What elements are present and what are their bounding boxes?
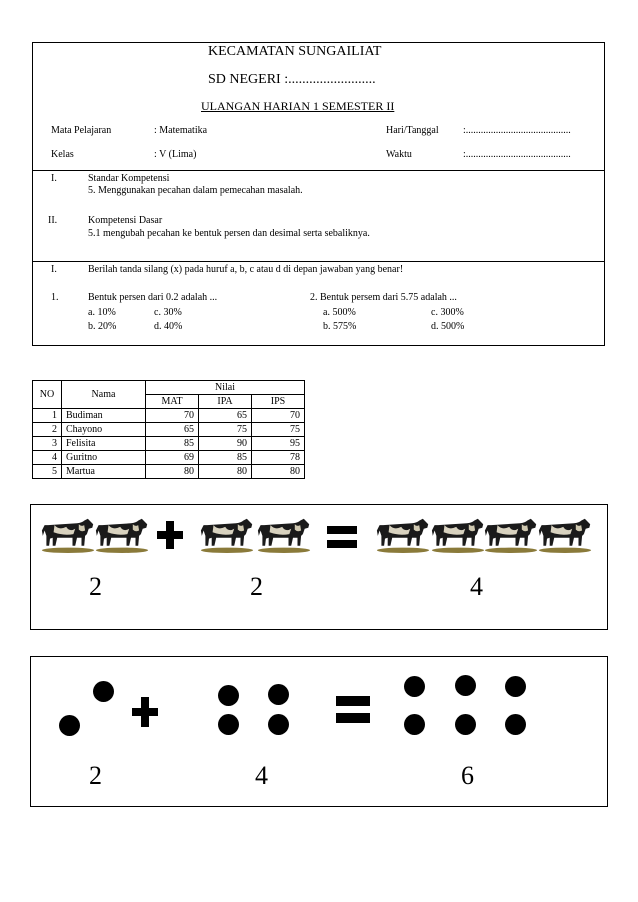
cell-ipa: 85: [199, 451, 252, 465]
subject-value: : Matematika: [154, 125, 208, 136]
cell-ipa: 90: [199, 437, 252, 451]
cell-no: 5: [33, 465, 62, 479]
cell-mat: 85: [146, 437, 199, 451]
dot-icon: [59, 715, 80, 736]
cell-name: Martua: [62, 465, 146, 479]
cell-mat: 65: [146, 423, 199, 437]
cow-icon: [41, 515, 95, 555]
exam-header-box: [32, 42, 605, 346]
col-header-mat: MAT: [146, 395, 199, 409]
equals-icon: [327, 526, 357, 548]
dot-icon: [505, 676, 526, 697]
cow-count-left: 2: [89, 572, 102, 601]
dot-icon: [455, 675, 476, 696]
table-row: [33, 437, 305, 451]
cow-icon: [257, 515, 311, 555]
cow-icon: [376, 515, 430, 555]
cow-icon: [538, 515, 592, 555]
cell-name: Guritno: [62, 451, 146, 465]
plus-icon: [132, 697, 158, 727]
dot-icon: [268, 684, 289, 705]
kd-number: II.: [48, 215, 58, 226]
kd-title: Kompetensi Dasar: [88, 215, 163, 226]
question-1-option-a[interactable]: a. 10%: [88, 307, 116, 318]
col-header-ips: IPS: [252, 395, 305, 409]
cell-no: 2: [33, 423, 62, 437]
table-row: [33, 465, 305, 479]
question-1-option-b[interactable]: b. 20%: [88, 321, 117, 332]
dot-count-right: 6: [461, 761, 474, 790]
date-label: Hari/Tanggal: [386, 125, 439, 136]
cow-icon: [484, 515, 538, 555]
table-row: [33, 451, 305, 465]
dot-icon: [404, 714, 425, 735]
col-header-group: Nilai: [146, 381, 305, 395]
kd-text: 5.1 mengubah pecahan ke bentuk persen dan desimal serta sebaliknya.: [88, 228, 370, 239]
exam-title: ULANGAN HARIAN 1 SEMESTER II: [201, 99, 395, 113]
question-1-option-d[interactable]: d. 40%: [154, 321, 183, 332]
cell-ips: 80: [252, 465, 305, 479]
cow-count-middle: 2: [250, 572, 263, 601]
cow-icon: [431, 515, 485, 555]
cell-name: Felisita: [62, 437, 146, 451]
cell-name: Chayono: [62, 423, 146, 437]
cell-ips: 78: [252, 451, 305, 465]
dot-icon: [455, 714, 476, 735]
sk-text: 5. Menggunakan pecahan dalam pemecahan masalah.: [88, 185, 303, 196]
question-2-option-b[interactable]: b. 575%: [323, 321, 357, 332]
cell-no: 3: [33, 437, 62, 451]
sk-number: I.: [51, 173, 57, 184]
question-2-option-d[interactable]: d. 500%: [431, 321, 465, 332]
dot-icon: [505, 714, 526, 735]
table-row: [33, 423, 305, 437]
dot-count-left: 2: [89, 761, 102, 790]
cow-count-right: 4: [470, 572, 483, 601]
divider: [33, 261, 604, 262]
table-row: [33, 409, 305, 423]
cell-ipa: 65: [199, 409, 252, 423]
cell-mat: 69: [146, 451, 199, 465]
cell-ips: 95: [252, 437, 305, 451]
question-1-text: Bentuk persen dari 0.2 adalah ...: [88, 292, 218, 303]
instruction-number: I.: [51, 264, 57, 275]
time-label: Waktu: [386, 149, 412, 160]
date-value: :..........................................: [463, 125, 571, 136]
cow-equation-box: [30, 504, 608, 630]
divider: [33, 170, 604, 171]
question-2-option-a[interactable]: a. 500%: [323, 307, 356, 318]
class-label: Kelas: [51, 149, 74, 160]
question-1-option-c[interactable]: c. 30%: [154, 307, 182, 318]
plus-icon: [157, 521, 183, 549]
col-header-name: Nama: [62, 381, 146, 409]
cell-name: Budiman: [62, 409, 146, 423]
cell-ips: 70: [252, 409, 305, 423]
cell-ipa: 80: [199, 465, 252, 479]
cow-icon: [200, 515, 254, 555]
time-value: :..........................................: [463, 149, 571, 160]
dot-equation-box: [30, 656, 608, 807]
subject-label: Mata Pelajaran: [51, 125, 112, 136]
dot-icon: [268, 714, 289, 735]
dot-icon: [218, 685, 239, 706]
dot-count-middle: 4: [255, 761, 268, 790]
grades-table: [32, 380, 305, 479]
cell-no: 1: [33, 409, 62, 423]
cell-mat: 80: [146, 465, 199, 479]
question-2-option-c[interactable]: c. 300%: [431, 307, 464, 318]
question-2-text: 2. Bentuk persem dari 5.75 adalah ...: [310, 292, 457, 303]
col-header-no: NO: [33, 381, 62, 409]
instruction-text: Berilah tanda silang (x) pada huruf a, b, c atau d di depan jawaban yang benar!: [88, 264, 404, 275]
sk-title: Standar Kompetensi: [88, 173, 170, 184]
col-header-ipa: IPA: [199, 395, 252, 409]
cell-ips: 75: [252, 423, 305, 437]
question-1-number: 1.: [51, 292, 59, 303]
class-value: : V (Lima): [154, 149, 197, 160]
dot-icon: [93, 681, 114, 702]
cell-ipa: 75: [199, 423, 252, 437]
equals-icon: [336, 696, 370, 724]
school-title: SD NEGERI :.........................: [208, 72, 376, 87]
cell-no: 4: [33, 451, 62, 465]
dot-icon: [218, 714, 239, 735]
district-title: KECAMATAN SUNGAILIAT: [208, 44, 382, 59]
dot-icon: [404, 676, 425, 697]
cell-mat: 70: [146, 409, 199, 423]
cow-icon: [95, 515, 149, 555]
